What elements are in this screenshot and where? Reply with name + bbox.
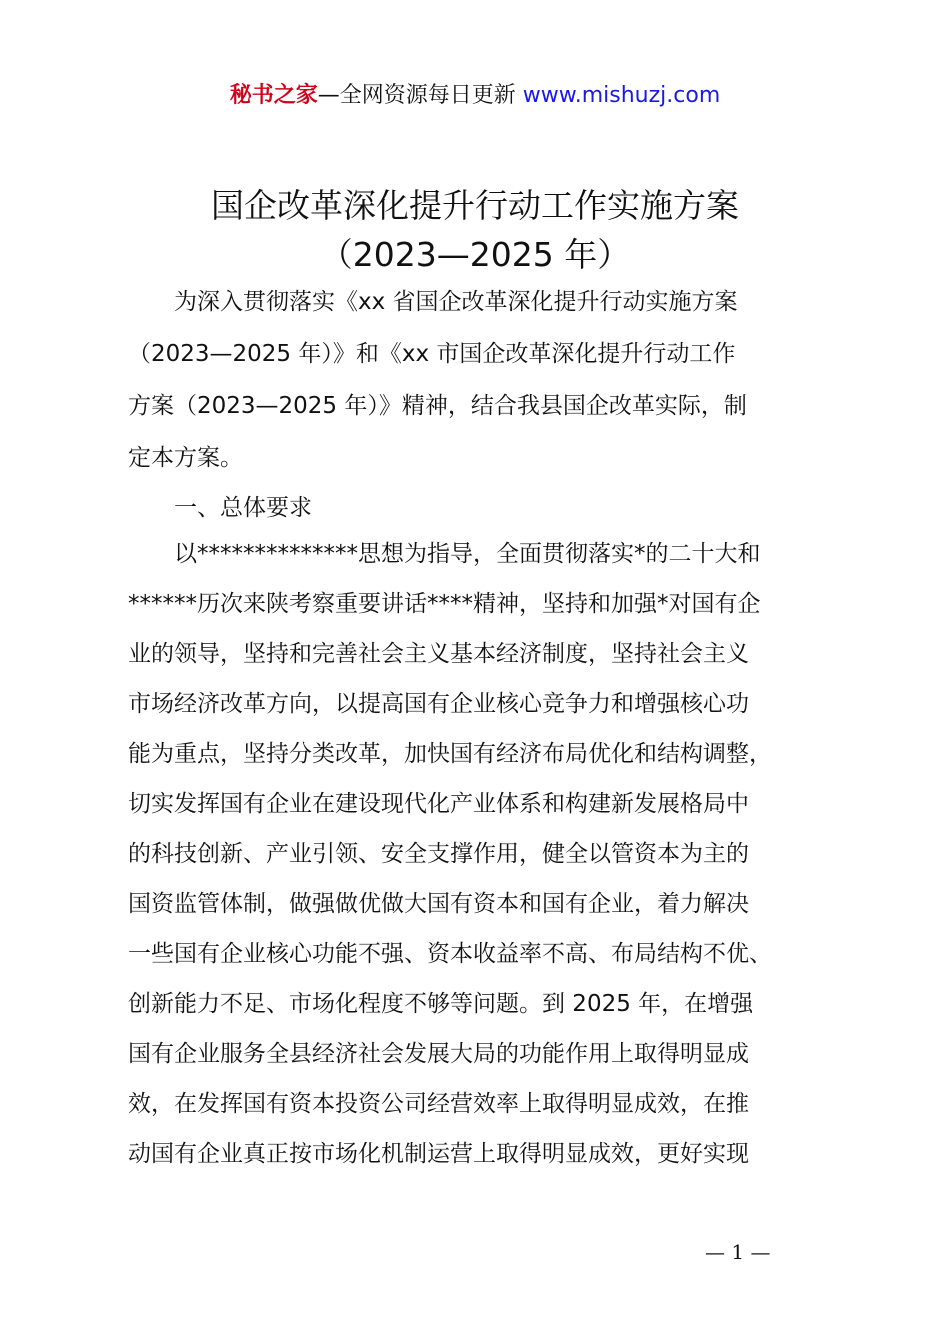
document-title: 国企改革深化提升行动工作实施方案 <box>211 186 739 225</box>
body-line: 为深入贯彻落实《xx 省国企改革深化提升行动实施方案 <box>128 289 738 315</box>
brand-name: 秘书之家 <box>229 83 318 108</box>
body-line: 业的领导，坚持和完善社会主义基本经济制度，坚持社会主义 <box>128 641 749 667</box>
header-slogan: —全网资源每日更新 <box>317 83 523 108</box>
body-line: 动国有企业真正按市场化机制运营上取得明显成效，更好实现 <box>128 1141 749 1167</box>
body-line: 国资监管体制，做强做优做大国有资本和国有企业，着力解决 <box>128 891 749 917</box>
body-line: 定本方案。 <box>128 445 243 471</box>
body-line: ******历次来陕考察重要讲话****精神，坚持和加强*对国有企 <box>128 591 761 617</box>
body-line: （2023—2025 年）》和《xx 市国企改革深化提升行动工作 <box>128 341 736 367</box>
body-line: 的科技创新、产业引领、安全支撑作用，健全以管资本为主的 <box>128 841 749 867</box>
body-line: 效，在发挥国有资本投资公司经营效率上取得明显成效，在推 <box>128 1091 749 1117</box>
body-line: 方案（2023—2025 年）》精神，结合我县国企改革实际，制 <box>128 393 747 419</box>
body-line: 以**************思想为指导，全面贯彻落实*的二十大和 <box>128 541 761 567</box>
body-line: 一些国有企业核心功能不强、资本收益率不高、布局结构不优、 <box>128 941 772 967</box>
body-line: 国有企业服务全县经济社会发展大局的功能作用上取得明显成 <box>128 1041 749 1067</box>
site-url[interactable]: www.mishuzj.com <box>522 83 721 108</box>
body-line: 市场经济改革方向，以提高国有企业核心竞争力和增强核心功 <box>128 691 749 717</box>
section-heading: 一、总体要求 <box>128 495 312 521</box>
page-number: — 1 — <box>705 1240 771 1264</box>
body-line: 能为重点，坚持分类改革，加快国有经济布局优化和结构调整， <box>128 741 772 767</box>
site-header <box>0 80 950 112</box>
document-subtitle: （2023—2025 年） <box>319 235 631 274</box>
body-line: 创新能力不足、市场化程度不够等问题。到 2025 年，在增强 <box>128 991 754 1017</box>
body-line: 切实发挥国有企业在建设现代化产业体系和构建新发展格局中 <box>128 791 749 817</box>
